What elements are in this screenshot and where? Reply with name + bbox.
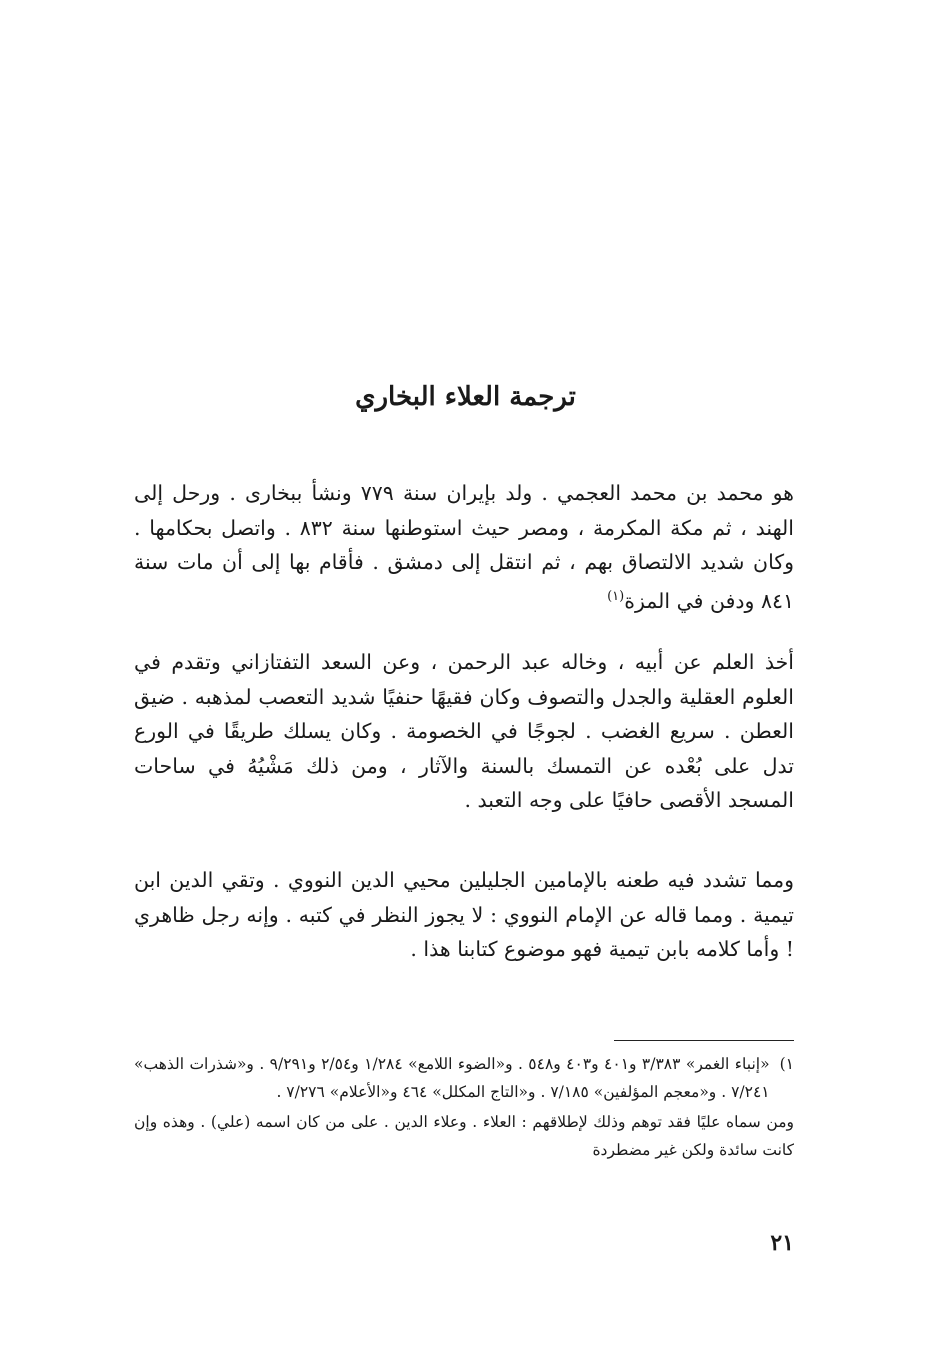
paragraph-1-text: هو محمد بن محمد العجمي . ولد بإيران سنة ٧٧٩ ونشأ ببخارى . ورحل إلى الهند ، ثم مكة المكرمة ، ومصر حيث استوطنها سنة ٨٣٢ . واتصل بحكامها . وكان شديد الالتصاق بهم ، ثم انتقل إلى دمشق . فأقام بها إلى أن مات سنة ٨٤١ ودفن في المزة bbox=[134, 481, 794, 613]
paragraph-biography bbox=[134, 476, 794, 618]
paragraph-education: أخذ العلم عن أبيه ، وخاله عبد الرحمن ، وعن السعد التفتازاني وتقدم في العلوم العقلية والجدل والتصوف وكان فقيهًا حنفيًا شديد التعصب لمذهبه . ضيق العطن . سريع الغضب . لجوجًا في الخصومة . وكان يسلك طريقًا في الورع تدل على بُعْده عن التمسك بالسنة والآثار ، ومن ذلك مَشْيُهُ في ساحات المسجد الأقصى حافيًا على وجه التعبد . bbox=[134, 650, 794, 812]
footnote-item bbox=[134, 1050, 794, 1106]
page-number: ٢١ bbox=[770, 1230, 794, 1256]
footnotes-section bbox=[134, 1050, 794, 1164]
paragraph-criticism: ومما تشدد فيه طعنه بالإمامين الجليلين محيي الدين النووي . وتقي الدين ابن تيمية . ومما قاله عن الإمام النووي : لا يجوز النظر في كتبه . وإنه رجل ظاهري ! وأما كلامه بابن تيمية فهو موضوع كتابنا هذا . bbox=[134, 868, 794, 961]
footnote-marker[interactable]: (١) bbox=[607, 588, 625, 604]
page-title: ترجمة العلاء البخاري bbox=[355, 382, 576, 412]
footnote-text: «إنباء الغمر» ٣/٣٨٣ و٤٠١ و٤٠٣ و٥٤٨ . و«الضوء اللامع» ١/٢٨٤ و٢/٥٤ و٩/٢٩١ . و«شذرات الذهب» ٧/٢٤١ . و«معجم المؤلفين» ٧/١٨٥ . و«التاج المكلل» ٤٦٤ و«الأعلام» ٧/٢٧٦ . bbox=[134, 1055, 770, 1101]
footnote-separator bbox=[614, 1040, 794, 1041]
footnote-number: ١) bbox=[779, 1055, 794, 1073]
footnote-note: ومن سماه عليًا فقد توهم وذلك لإطلاقهم : العلاء . وعلاء الدين . على من كان اسمه (علي) . وهذه وإن كانت سائدة ولكن غير مضطردة bbox=[134, 1113, 794, 1159]
